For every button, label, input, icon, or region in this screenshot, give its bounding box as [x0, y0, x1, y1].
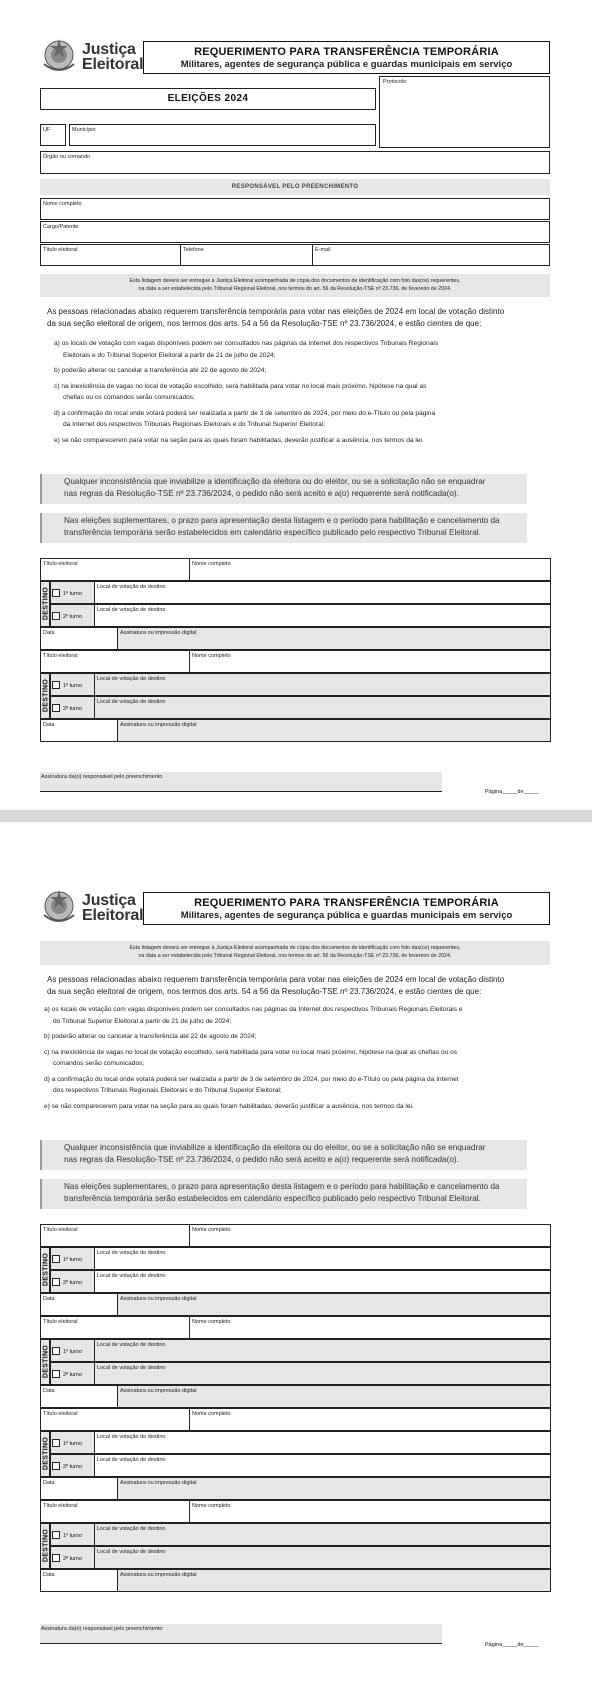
- list-item: d) a confirmação do local onde votará poderá ser realizada a partir de 3 de setembro de 2024, por meio do e-Título ou pela página da Internet dos respectivos Tribunais Regionais Eleitorais e do Tribunal Superior Eleitoral;: [54, 409, 436, 428]
- turno2-local-field[interactable]: Local de votação de destino: [94, 1270, 551, 1293]
- list-item: e) se não comparecerem para votar na seção para as quais foram habilitadas, deverão justificar a ausência, nos termos da lei.: [54, 436, 424, 444]
- resp-telefone-field[interactable]: [180, 244, 313, 266]
- destino-label: DESTINO: [40, 673, 50, 719]
- voter-nome-field[interactable]: Nome completo: [189, 1224, 551, 1247]
- responsible-signature-field[interactable]: [40, 772, 442, 792]
- turno2-option: 2º turno: [50, 1362, 95, 1385]
- resp-titulo-field[interactable]: [40, 244, 181, 266]
- voter-titulo-field[interactable]: Título eleitoral: [40, 1316, 190, 1339]
- intro-paragraph: [47, 306, 504, 330]
- voter-entry-block: [40, 650, 551, 742]
- list-item: c) na inexistência de vagas no local de votação escolhido, será habilitada para votar no local mais próximo, hipótese na qual as chefias ou os comandos serão comunicados;: [44, 1048, 458, 1067]
- conditions-list: [54, 338, 438, 450]
- elections-title: ELEIÇÕES 2024: [167, 93, 249, 104]
- turno1-checkbox[interactable]: [52, 1439, 60, 1447]
- resp-cargo-field[interactable]: [40, 221, 550, 243]
- destino-label: DESTINO: [40, 581, 50, 627]
- voter-data-field[interactable]: Data: [40, 1385, 118, 1408]
- intro-line2: da sua seção eleitoral de origem, nos termos dos arts. 54 a 56 da Resolução-TSE nº 23.736/2024, e estão cientes de que:: [47, 987, 482, 996]
- uf-field[interactable]: [40, 124, 66, 146]
- list-item: a) os locais de votação com vagas disponíveis podem ser consultados nas páginas da Internet dos respectivos Tribunais Regionais Eleitorais e do Tribunal Superior Eleitoral a partir de 21 de julho de 2024;: [44, 1006, 463, 1025]
- resp-titulo-label: Título eleitoral: [43, 247, 78, 253]
- voter-data-field[interactable]: Data: [40, 1477, 118, 1500]
- voter-titulo-field[interactable]: Título eleitoral: [40, 650, 190, 673]
- voter-assinatura-field[interactable]: Assinatura ou impressão digital: [117, 627, 551, 650]
- turno1-local-field[interactable]: Local de votação de destino: [94, 1523, 551, 1546]
- list-item: d) a confirmação do local onde votará poderá ser realizada a partir de 3 de setembro de 2024, por meio do e-Título ou pela página da Internet dos respectivos Tribunais Regionais Eleitorais e do Tribunal Superior Eleitoral;: [44, 1075, 459, 1094]
- voter-nome-field[interactable]: Nome completo: [189, 650, 551, 673]
- voter-assinatura-field[interactable]: Assinatura ou impressão digital: [117, 1569, 551, 1592]
- turno1-option: 1º turno: [50, 581, 95, 604]
- turno1-checkbox[interactable]: [52, 589, 60, 597]
- page-number: Página_____de_____: [485, 789, 539, 795]
- turno2-option: 2º turno: [50, 1454, 95, 1477]
- form-title: REQUERIMENTO PARA TRANSFERÊNCIA TEMPORÁRIA: [194, 46, 499, 58]
- turno2-option: 2º turno: [50, 696, 95, 719]
- voter-assinatura-field[interactable]: Assinatura ou impressão digital: [117, 1293, 551, 1316]
- turno1-local-field[interactable]: Local de votação de destino: [94, 1339, 551, 1362]
- submission-note: [40, 941, 550, 965]
- destino-label: DESTINO: [40, 1339, 50, 1385]
- submission-note: [40, 274, 550, 297]
- destino-label: DESTINO: [40, 1523, 50, 1569]
- coat-of-arms-icon: [40, 887, 78, 925]
- turno2-checkbox[interactable]: [52, 704, 60, 712]
- turno1-local-field[interactable]: Local de votação de destino: [94, 1431, 551, 1454]
- list-item: b) poderão alterar ou cancelar a transferência até 22 de agosto de 2024;: [54, 367, 267, 374]
- voter-assinatura-field[interactable]: Assinatura ou impressão digital: [117, 1477, 551, 1500]
- voter-entry-block: [40, 558, 551, 650]
- resp-nome-field[interactable]: [40, 198, 550, 220]
- form-page-2: [0, 822, 592, 1687]
- voter-titulo-field[interactable]: Título eleitoral: [40, 1500, 190, 1523]
- municipio-label: Município: [72, 127, 96, 133]
- turno2-local-field[interactable]: Local de votação de destino: [94, 1546, 551, 1569]
- turno2-checkbox[interactable]: [52, 1554, 60, 1562]
- turno2-local-field[interactable]: Local de votação de destino: [94, 1454, 551, 1477]
- turno2-local-field[interactable]: Local de votação de destino: [94, 1362, 551, 1385]
- voter-entry-block: [40, 1408, 551, 1500]
- page-separator: [0, 810, 592, 822]
- coat-of-arms-icon: [40, 36, 78, 74]
- turno1-local-field[interactable]: Local de votação de destino: [94, 1247, 551, 1270]
- voter-titulo-field[interactable]: Título eleitoral: [40, 1408, 190, 1431]
- turno1-checkbox[interactable]: [52, 1347, 60, 1355]
- turno2-option: 2º turno: [50, 604, 95, 627]
- turno2-option: 2º turno: [50, 1270, 95, 1293]
- voter-titulo-field[interactable]: Título eleitoral: [40, 1224, 190, 1247]
- voter-entry-block: [40, 1316, 551, 1408]
- turno1-option: 1º turno: [50, 1523, 95, 1546]
- voter-assinatura-field[interactable]: Assinatura ou impressão digital: [117, 1385, 551, 1408]
- intro-line2: da sua seção eleitoral de origem, nos termos dos arts. 54 a 56 da Resolução-TSE nº 23.736/2024, e estão cientes de que:: [47, 319, 482, 328]
- destino-label: DESTINO: [40, 1431, 50, 1477]
- protocol-label: Protocolo: [383, 79, 407, 85]
- intro-line1: As pessoas relacionadas abaixo requerem transferência temporária para votar nas eleições de 2024 em local de votação distinto: [47, 975, 505, 984]
- destino-label: DESTINO: [40, 1247, 50, 1293]
- form-title-box: [143, 41, 550, 74]
- voter-entry-block: [40, 1500, 551, 1592]
- intro-line1: As pessoas relacionadas abaixo requerem transferência temporária para votar nas eleições de 2024 em local de votação distinto: [47, 307, 505, 316]
- page-number: Página_____de_____: [485, 1642, 539, 1648]
- list-item: e) se não comparecerem para votar na seção para as quais foram habilitadas, deverão justificar a ausência, nos termos da lei.: [44, 1102, 414, 1110]
- responsible-signature-field[interactable]: [40, 1624, 442, 1644]
- turno2-option: 2º turno: [50, 1546, 95, 1569]
- voter-nome-field[interactable]: Nome completo: [189, 1408, 551, 1431]
- turno2-local-field[interactable]: Local de votação de destino: [94, 696, 551, 719]
- municipio-field[interactable]: [69, 124, 376, 146]
- voter-nome-field[interactable]: Nome completo: [189, 1500, 551, 1523]
- voter-nome-field[interactable]: Nome completo: [189, 558, 551, 581]
- turno2-checkbox[interactable]: [52, 1370, 60, 1378]
- intro-paragraph: [47, 974, 504, 998]
- turno1-checkbox[interactable]: [52, 1531, 60, 1539]
- note-line1: Esta listagem deverá ser entregue à Justiça Eleitoral acompanhada de cópia dos documentos de identificação com foto das(os) requerentes,: [129, 945, 461, 951]
- form-title: REQUERIMENTO PARA TRANSFERÊNCIA TEMPORÁRIA: [194, 897, 499, 909]
- logo-text-line2: Eleitoral: [82, 907, 144, 924]
- voter-data-field[interactable]: Data: [40, 1293, 118, 1316]
- turno1-option: 1º turno: [50, 673, 95, 696]
- logo-text-line1: Justiça: [82, 892, 136, 909]
- logo-text-line2: Eleitoral: [82, 56, 144, 73]
- voter-entry-block: [40, 1224, 551, 1316]
- turno2-local-field[interactable]: Local de votação de destino: [94, 604, 551, 627]
- supplementary-elections-notice: Nas eleições suplementares, o prazo para apresentação desta listagem e o período para habilitação e cancelamento da transferência temporária serão estabelecidos em calendário específico publicado pelo respectivo Tribunal Eleitoral.: [40, 513, 527, 543]
- elections-title-box: [40, 88, 376, 110]
- turno2-checkbox[interactable]: [52, 1462, 60, 1470]
- form-subtitle: Militares, agentes de segurança pública e guardas municipais em serviço: [180, 59, 513, 70]
- turno1-option: 1º turno: [50, 1431, 95, 1454]
- resp-telefone-label: Telefone: [183, 247, 204, 253]
- conditions-list: [44, 1004, 463, 1116]
- turno1-local-field[interactable]: Local de votação de destino: [94, 581, 551, 604]
- responsible-signature-label: Assinatura da(o) responsável pelo preenchimento: [41, 774, 163, 780]
- supplementary-elections-notice: Nas eleições suplementares, o prazo para apresentação desta listagem e o período para habilitação e cancelamento da transferência temporária serão estabelecidos em calendário específico publicado pelo respectivo Tribunal Eleitoral.: [40, 1179, 527, 1209]
- voter-data-field[interactable]: Data: [40, 627, 118, 650]
- turno1-checkbox[interactable]: [52, 681, 60, 689]
- responsavel-header: [40, 179, 550, 195]
- form-page-1: [0, 0, 592, 810]
- justica-eleitoral-logo: [40, 34, 144, 76]
- voter-data-field[interactable]: Data: [40, 1569, 118, 1592]
- resp-nome-label: Nome completo: [43, 201, 82, 207]
- form-subtitle: Militares, agentes de segurança pública e guardas municipais em serviço: [180, 910, 513, 921]
- turno2-checkbox[interactable]: [52, 1278, 60, 1286]
- voter-titulo-field[interactable]: Título eleitoral: [40, 558, 190, 581]
- voter-nome-field[interactable]: Nome completo: [189, 1316, 551, 1339]
- turno1-checkbox[interactable]: [52, 1255, 60, 1263]
- voter-assinatura-field[interactable]: Assinatura ou impressão digital: [117, 719, 551, 742]
- turno1-option: 1º turno: [50, 1339, 95, 1362]
- turno1-local-field[interactable]: Local de votação de destino: [94, 673, 551, 696]
- logo-text-line1: Justiça: [82, 41, 136, 58]
- resp-email-field[interactable]: [312, 244, 550, 266]
- responsavel-header-text: RESPONSÁVEL PELO PREENCHIMENTO: [231, 184, 359, 190]
- responsible-signature-label: Assinatura da(o) responsável pelo preenchimento: [41, 1626, 163, 1632]
- resp-email-label: E-mail: [315, 247, 331, 253]
- list-item: a) os locais de votação com vagas disponíveis podem ser consultados nas páginas da Internet dos respectivos Tribunais Regionais Eleitorais e do Tribunal Superior Eleitoral a partir de 21 de julho de 2024;: [54, 340, 439, 359]
- orgao-field[interactable]: [40, 151, 550, 174]
- justica-eleitoral-logo: [40, 885, 144, 927]
- inconsistency-notice: Qualquer inconsistência que inviabilize a identificação da eleitora ou do eleitor, ou se a solicitação não se enquadrar nas regras da Resolução-TSE nº 23.736/2024, o pedido não será aceito e a(o) requerente será notificada(o).: [40, 1140, 527, 1170]
- list-item: b) poderão alterar ou cancelar a transferência até 22 de agosto de 2024;: [44, 1033, 257, 1040]
- voter-data-field[interactable]: Data: [40, 719, 118, 742]
- note-line2: na data a ser estabelecida pelo Tribunal Regional Eleitoral, nos termos do art. 56 da Resolução-TSE nº 23.736, de fevereiro de 2024.: [138, 286, 452, 292]
- note-line2: na data a ser estabelecida pelo Tribunal Regional Eleitoral, nos termos do art. 56 da Resolução-TSE nº 23.736, de fevereiro de 2024.: [138, 953, 452, 959]
- resp-cargo-label: Cargo/Patente: [43, 224, 79, 230]
- turno1-option: 1º turno: [50, 1247, 95, 1270]
- note-line1: Esta listagem deverá ser entregue à Justiça Eleitoral acompanhada de cópia dos documentos de identificação com foto das(os) requerentes,: [129, 278, 461, 284]
- list-item: c) na inexistência de vagas no local de votação escolhido, será habilitada para votar no local mais próximo, hipótese na qual as chefias ou os comandos serão comunicados;: [54, 382, 427, 401]
- form-title-box: [143, 892, 550, 925]
- orgao-label: Órgão ou comando: [43, 154, 91, 160]
- inconsistency-notice: Qualquer inconsistência que inviabilize a identificação da eleitora ou do eleitor, ou se a solicitação não se enquadrar nas regras da Resolução-TSE nº 23.736/2024, o pedido não será aceito e a(o) requerente será notificada(o).: [40, 474, 527, 504]
- uf-label: UF: [43, 127, 51, 133]
- turno2-checkbox[interactable]: [52, 612, 60, 620]
- protocol-field[interactable]: [379, 76, 550, 148]
